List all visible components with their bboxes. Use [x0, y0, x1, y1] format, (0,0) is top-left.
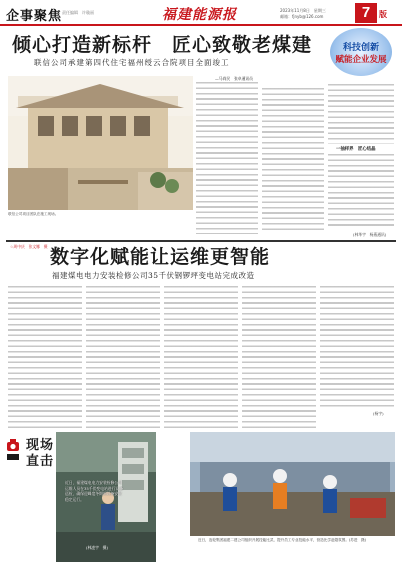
paper-name: 福建能源报: [162, 7, 237, 23]
scene-header: [6, 432, 56, 468]
tech-innovation-badge: [330, 28, 392, 78]
article1-column-2: [196, 82, 258, 234]
section-name: 企事聚焦: [6, 9, 63, 24]
article1-subhead: 一抽样界 匠心结晶: [336, 147, 376, 152]
article1-column-3: [262, 88, 324, 234]
article1-title: 倾心打造新标杆 匠心致敬老煤建: [12, 34, 313, 56]
construction-photo-image: [8, 76, 193, 210]
article1-column-4b: [328, 154, 394, 228]
camera-icon: [6, 436, 20, 462]
issue-email: 邮箱：fjnyb@126.com: [280, 14, 324, 19]
article1-column-4a: [328, 84, 394, 144]
article2-column-5: [320, 286, 394, 410]
construction-photo: [8, 76, 193, 210]
masthead: [0, 0, 402, 26]
scene-title-line2: 直击: [26, 454, 55, 469]
article2-title: 数字化赋能让运维更智能: [50, 246, 271, 268]
issue-date: 2023年11月8日 星期三: [280, 8, 326, 13]
workers-photo-image: [190, 432, 395, 536]
substation-photo-caption: 近日，福建煤电电力安装检修公司运维人员在35千伏变电站进行设备巡检，确保迎峰度冬期间设备安全稳定运行。: [65, 480, 123, 502]
substation-photo-credit: (林凌宇 摄): [86, 545, 108, 550]
article1-subtitle: 联信公司承建第四代住宅福州绶云合院项目全面竣工: [34, 58, 230, 67]
badge-line1: 科技创新: [342, 43, 379, 53]
section-editor: 责任编辑 许璇丽: [62, 10, 94, 15]
scene-title-line1: 现场: [26, 438, 55, 453]
article2-column-4: [242, 286, 316, 428]
article2-sign: (杨宇): [373, 411, 384, 416]
page-label: 版: [379, 10, 387, 19]
photo-caption: 联信公司项目团队在施工现场。: [8, 212, 59, 216]
article1-sign: (林华宇 杨燕通讯): [353, 232, 387, 237]
article2-column-3: [164, 286, 238, 428]
workers-photo-caption: 近日，连轮集团福建二建公司组织开展技能比武，提升员工专业技能水平，营造比学赶超氛围。(苏进 摄): [198, 538, 367, 542]
article2-column-2: [86, 286, 160, 428]
issue-info: [280, 8, 326, 20]
article2-column-1: [8, 286, 82, 428]
badge-line2: 赋能企业发展: [335, 55, 387, 65]
article2-subtitle: 福建煤电电力安装检修公司35千伏钢锣坪变电站完成改造: [52, 271, 255, 280]
article1-author: —马尚民 张卓通讯员: [215, 76, 253, 81]
page-number: 7: [355, 3, 377, 23]
workers-photo: [190, 432, 395, 536]
photo-credit: ☆周中庆 张文娜 摄: [10, 244, 48, 249]
